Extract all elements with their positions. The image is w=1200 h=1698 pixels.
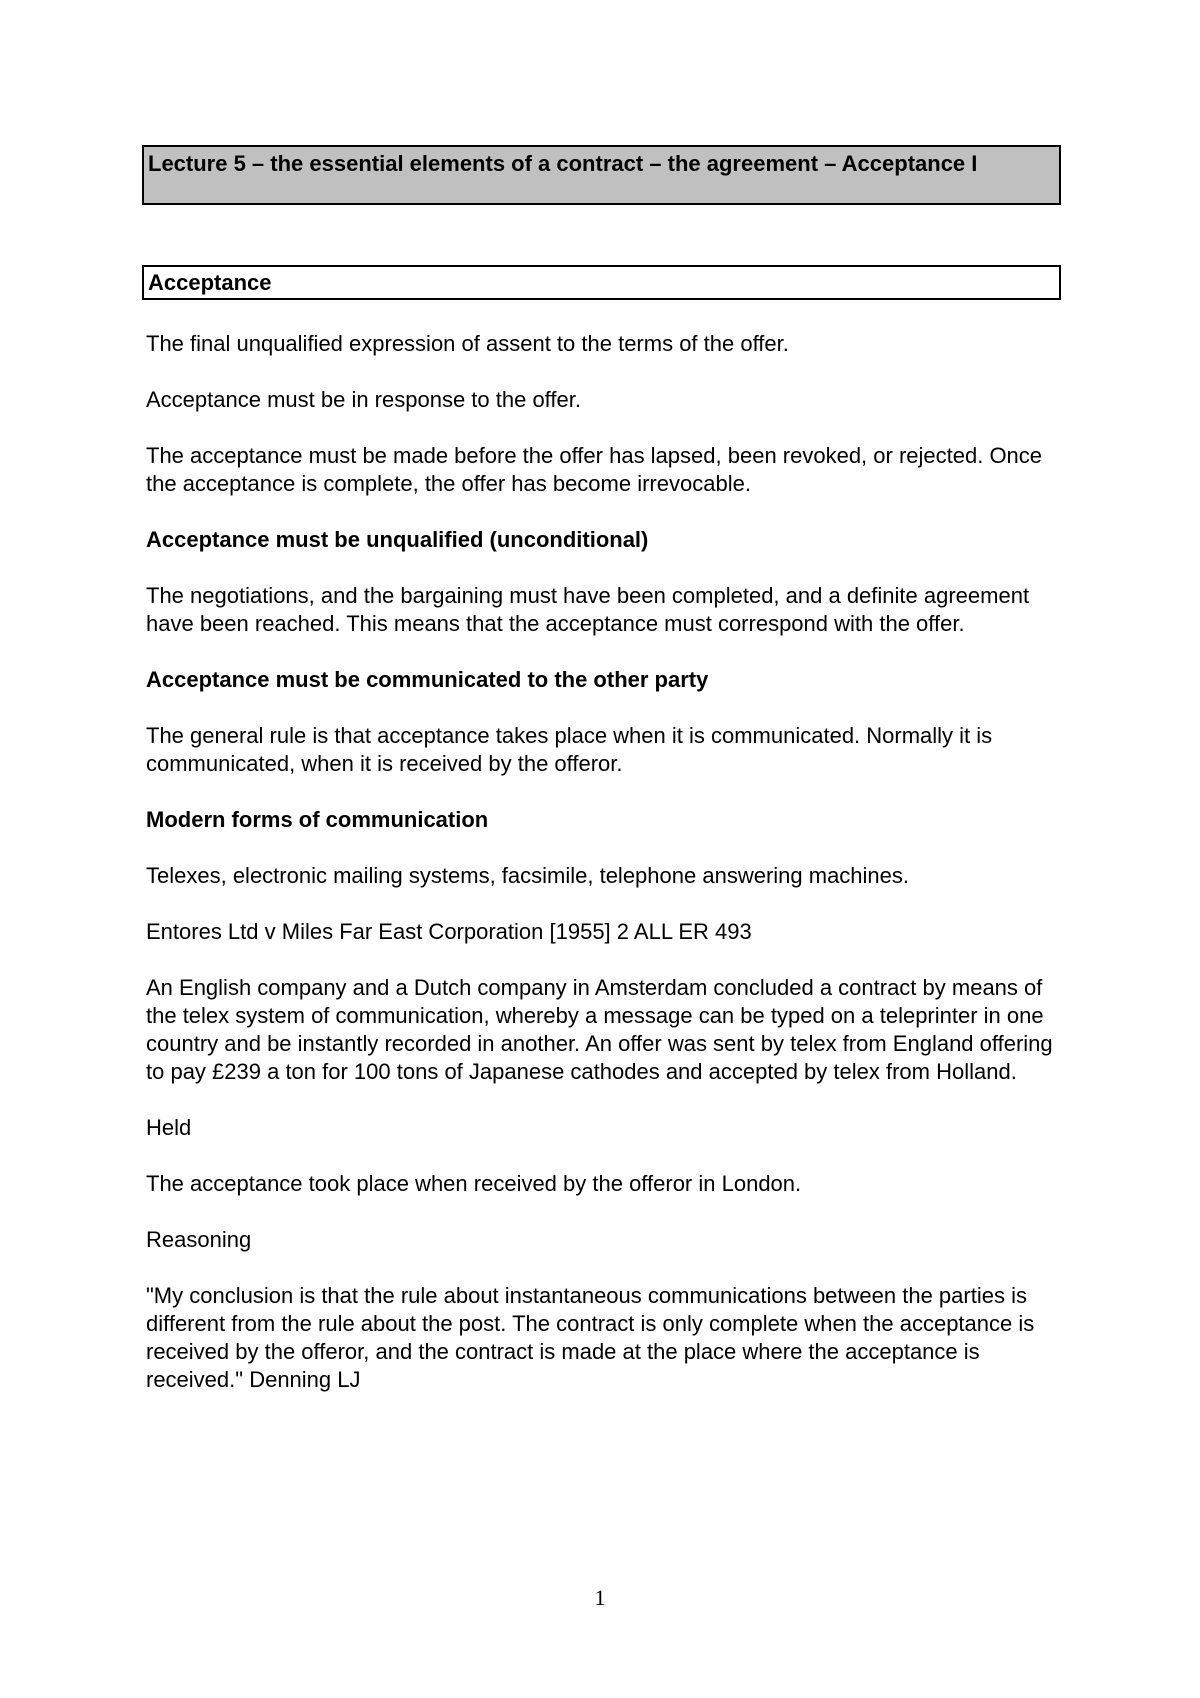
page-number: 1 xyxy=(594,1585,606,1610)
subheading-modern-forms: Modern forms of communication xyxy=(146,807,489,832)
paragraph-held: The acceptance took place when received by the offeror in London. xyxy=(146,1171,802,1196)
subheading-communicated: Acceptance must be communicated to the other party xyxy=(146,667,709,692)
paragraph-case-facts: An English company and a Dutch company in Amsterdam concluded a contract by means of the telex system of communication, whereby a message can be typed on a teleprinter in one country and be instantly recorded in another. An offer was sent by telex from England offering to pay £239 a ton for 100 tons of Japanese cathodes and accepted by telex from Holland. xyxy=(146,975,1053,1084)
paragraph-reasoning-quote: "My conclusion is that the rule about instantaneous communications between the parties is different from the rule about the post. The contract is only complete when the acceptance is received by the offeror, and the contract is made at the place where the acceptance is received." Denning LJ xyxy=(146,1283,1035,1392)
paragraph-definition: The final unqualified expression of assent to the terms of the offer. xyxy=(146,331,789,356)
paragraph-case-citation: Entores Ltd v Miles Far East Corporation [1955] 2 ALL ER 493 xyxy=(146,919,752,944)
paragraph-general-rule: The general rule is that acceptance takes place when it is communicated. Normally it is communicated, when it is received by the offeror. xyxy=(146,723,993,776)
body-text xyxy=(146,330,1066,1422)
paragraph-timing: The acceptance must be made before the offer has lapsed, been revoked, or rejected. Once the acceptance is complete, the offer has become irrevocable. xyxy=(146,443,1043,496)
paragraph-held-label: Held xyxy=(146,1115,192,1140)
paragraph-negotiations: The negotiations, and the bargaining must have been completed, and a definite agreement have been reached. This means that the acceptance must correspond with the offer. xyxy=(146,583,1030,636)
paragraph-forms-list: Telexes, electronic mailing systems, facsimile, telephone answering machines. xyxy=(146,863,910,888)
subheading-unqualified: Acceptance must be unqualified (unconditional) xyxy=(146,527,649,552)
paragraph-reasoning-label: Reasoning xyxy=(146,1227,252,1252)
lecture-title: Lecture 5 – the essential elements of a contract – the agreement – Acceptance I xyxy=(142,145,1061,205)
paragraph-response: Acceptance must be in response to the offer. xyxy=(146,387,581,412)
section-heading-acceptance: Acceptance xyxy=(142,265,1061,300)
